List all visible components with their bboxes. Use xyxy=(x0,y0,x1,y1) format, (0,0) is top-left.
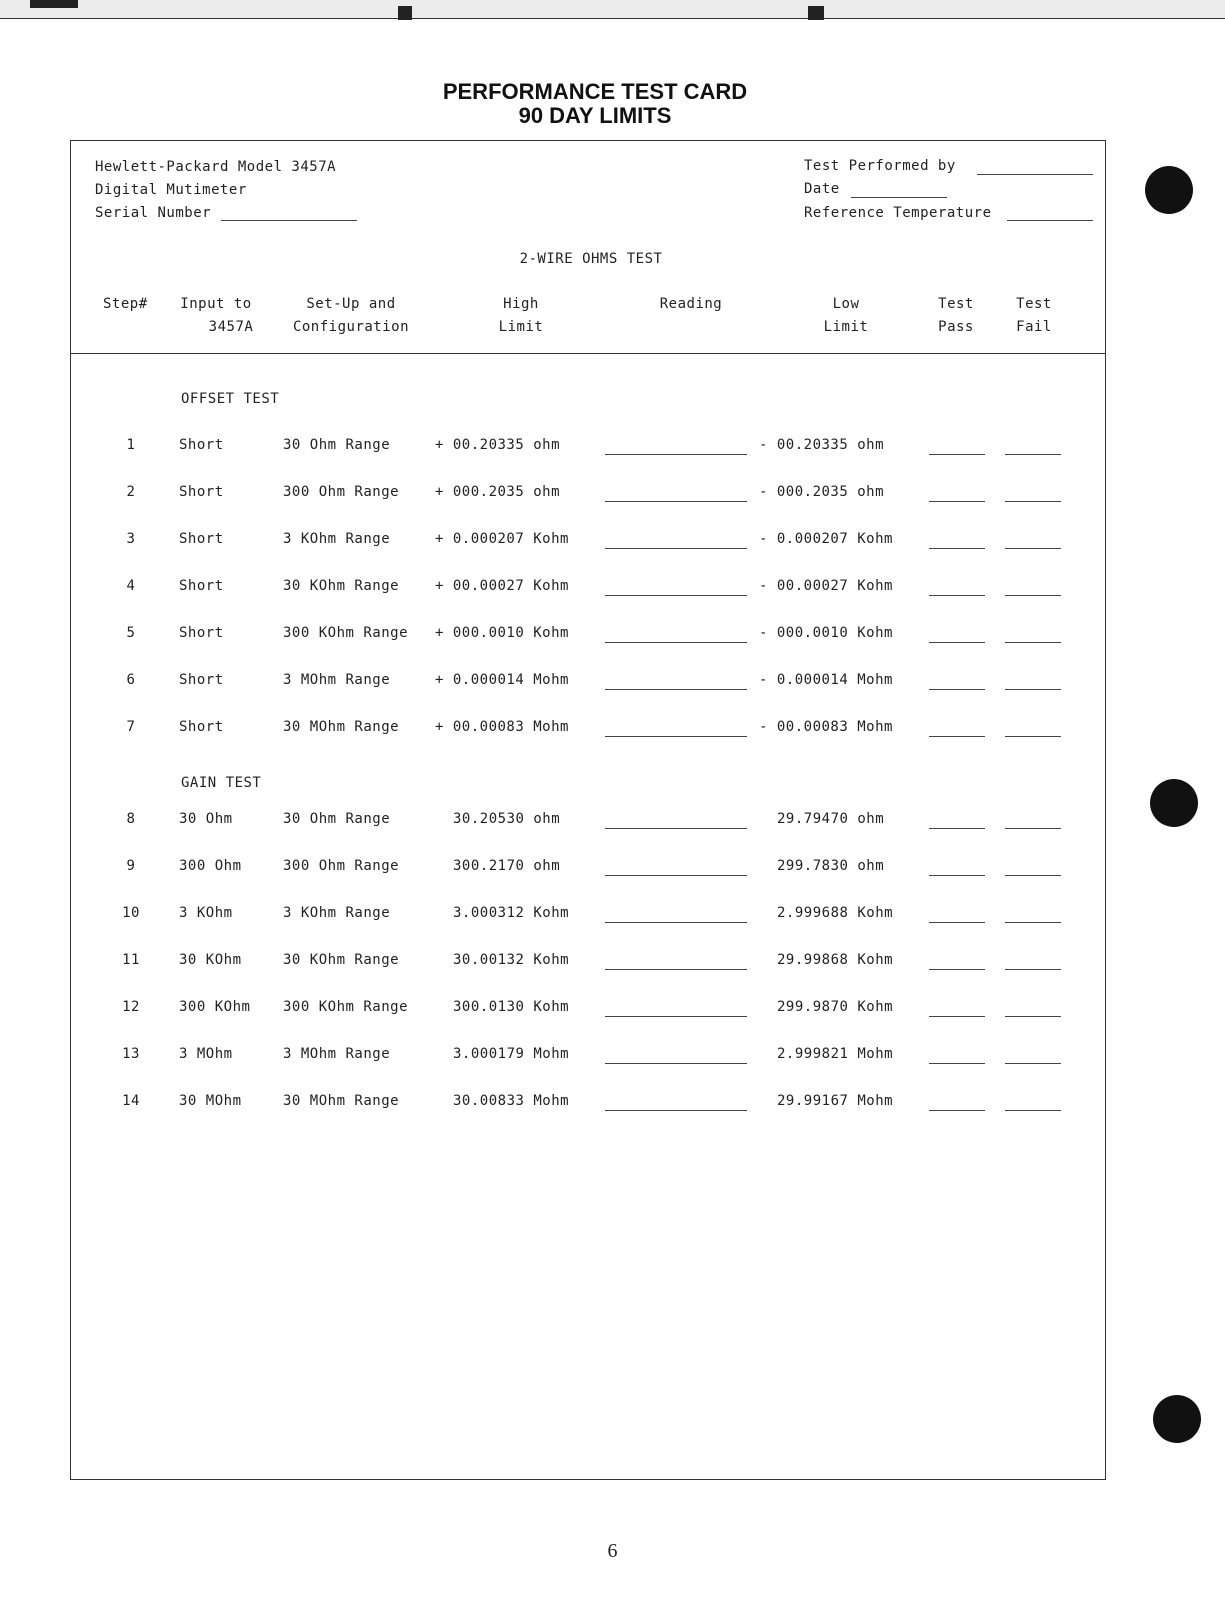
step-cell: 11 xyxy=(122,952,140,968)
high-limit-cell: + 0.000207 Kohm xyxy=(435,531,569,547)
table-row xyxy=(71,811,1107,831)
fail-field[interactable] xyxy=(1005,454,1061,455)
high-limit-cell: + 000.0010 Kohm xyxy=(435,625,569,641)
step-cell: 9 xyxy=(126,858,136,874)
input-cell: Short xyxy=(179,531,224,547)
input-cell: Short xyxy=(179,484,224,500)
step-cell: 5 xyxy=(126,625,136,641)
col-fail-header-2: Fail xyxy=(1016,319,1052,335)
high-limit-cell: 30.20530 ohm xyxy=(453,811,561,827)
low-limit-cell: - 0.000014 Mohm xyxy=(759,672,893,688)
setup-cell: 300 KOhm Range xyxy=(283,999,409,1015)
performed-by-label: Test Performed by xyxy=(804,158,956,174)
scan-mark xyxy=(30,0,78,8)
pass-field[interactable] xyxy=(929,548,985,549)
col-input-header-1: Input to xyxy=(180,296,252,312)
fail-field[interactable] xyxy=(1005,642,1061,643)
low-limit-cell: 29.79470 ohm xyxy=(777,811,885,827)
step-cell: 4 xyxy=(126,578,136,594)
fail-field[interactable] xyxy=(1005,1110,1061,1111)
table-row xyxy=(71,952,1107,972)
col-setup-header-2: Configuration xyxy=(292,319,410,335)
performed-by-field[interactable] xyxy=(977,174,1093,175)
high-limit-cell: + 0.000014 Mohm xyxy=(435,672,569,688)
fail-field[interactable] xyxy=(1005,501,1061,502)
fail-field[interactable] xyxy=(1005,828,1061,829)
input-cell: 300 KOhm xyxy=(179,999,251,1015)
reading-field[interactable] xyxy=(605,875,747,876)
high-limit-cell: 300.0130 Kohm xyxy=(453,999,570,1015)
setup-cell: 300 Ohm Range xyxy=(283,484,400,500)
serial-number-label: Serial Number xyxy=(95,205,212,221)
reading-field[interactable] xyxy=(605,642,747,643)
date-label: Date xyxy=(804,181,840,197)
binder-hole xyxy=(1145,166,1193,214)
setup-cell: 3 KOhm Range xyxy=(283,531,391,547)
high-limit-cell: 3.000312 Kohm xyxy=(453,905,570,921)
input-cell: 30 MOhm xyxy=(179,1093,242,1109)
scan-mark xyxy=(398,6,412,20)
binder-hole xyxy=(1153,1395,1201,1443)
col-pass-header-1: Test xyxy=(938,296,974,312)
input-cell: Short xyxy=(179,578,224,594)
high-limit-cell: + 00.00083 Mohm xyxy=(435,719,569,735)
pass-field[interactable] xyxy=(929,736,985,737)
offset-test-label: OFFSET TEST xyxy=(181,391,280,407)
low-limit-cell: 299.7830 ohm xyxy=(777,858,885,874)
high-limit-cell: 3.000179 Mohm xyxy=(453,1046,570,1062)
fail-field[interactable] xyxy=(1005,969,1061,970)
table-row xyxy=(71,1093,1107,1113)
instrument-label: Digital Mutimeter xyxy=(95,182,247,198)
step-cell: 8 xyxy=(126,811,136,827)
table-row xyxy=(71,905,1107,925)
page-number: 6 xyxy=(607,1540,618,1562)
low-limit-cell: - 00.00027 Kohm xyxy=(759,578,893,594)
pass-field[interactable] xyxy=(929,922,985,923)
page-title-line-1: PERFORMANCE TEST CARD xyxy=(442,79,748,104)
setup-cell: 300 KOhm Range xyxy=(283,625,409,641)
model-label: Hewlett-Packard Model 3457A xyxy=(95,159,337,175)
step-cell: 7 xyxy=(126,719,136,735)
gain-test-label: GAIN TEST xyxy=(181,775,262,791)
fail-field[interactable] xyxy=(1005,922,1061,923)
high-limit-cell: 300.2170 ohm xyxy=(453,858,561,874)
pass-field[interactable] xyxy=(929,969,985,970)
test-name: 2-WIRE OHMS TEST xyxy=(519,251,663,267)
low-limit-cell: - 00.20335 ohm xyxy=(759,437,885,453)
col-high-header-1: High xyxy=(503,296,539,312)
table-row xyxy=(71,672,1107,692)
input-cell: 30 KOhm xyxy=(179,952,242,968)
high-limit-cell: + 00.20335 ohm xyxy=(435,437,561,453)
reference-temperature-label: Reference Temperature xyxy=(804,205,992,221)
input-cell: 300 Ohm xyxy=(179,858,242,874)
reading-field[interactable] xyxy=(605,689,747,690)
fail-field[interactable] xyxy=(1005,595,1061,596)
high-limit-cell: + 00.00027 Kohm xyxy=(435,578,569,594)
reading-field[interactable] xyxy=(605,595,747,596)
input-cell: Short xyxy=(179,437,224,453)
binder-hole xyxy=(1150,779,1198,827)
pass-field[interactable] xyxy=(929,595,985,596)
setup-cell: 3 MOhm Range xyxy=(283,672,391,688)
pass-field[interactable] xyxy=(929,828,985,829)
step-cell: 3 xyxy=(126,531,136,547)
fail-field[interactable] xyxy=(1005,1016,1061,1017)
fail-field[interactable] xyxy=(1005,736,1061,737)
col-step-header: Step# xyxy=(103,296,148,312)
input-cell: Short xyxy=(179,625,224,641)
table-row xyxy=(71,578,1107,598)
pass-field[interactable] xyxy=(929,689,985,690)
input-cell: 3 MOhm xyxy=(179,1046,233,1062)
input-cell: Short xyxy=(179,719,224,735)
fail-field[interactable] xyxy=(1005,1063,1061,1064)
reference-temperature-field[interactable] xyxy=(1007,220,1093,221)
table-row xyxy=(71,437,1107,457)
step-cell: 13 xyxy=(122,1046,140,1062)
col-input-header-2: 3457A xyxy=(208,319,254,335)
setup-cell: 30 Ohm Range xyxy=(283,437,391,453)
col-pass-header-2: Pass xyxy=(938,319,974,335)
reading-field[interactable] xyxy=(605,1016,747,1017)
low-limit-cell: 2.999821 Mohm xyxy=(777,1046,894,1062)
setup-cell: 30 Ohm Range xyxy=(283,811,391,827)
high-limit-cell: + 000.2035 ohm xyxy=(435,484,561,500)
low-limit-cell: 2.999688 Kohm xyxy=(777,905,894,921)
col-low-header-1: Low xyxy=(832,296,860,312)
col-high-header-2: Limit xyxy=(498,319,544,335)
pass-field[interactable] xyxy=(929,501,985,502)
low-limit-cell: 29.99167 Mohm xyxy=(777,1093,894,1109)
setup-cell: 3 KOhm Range xyxy=(283,905,391,921)
low-limit-cell: - 00.00083 Mohm xyxy=(759,719,893,735)
low-limit-cell: 29.99868 Kohm xyxy=(777,952,894,968)
col-fail-header-1: Test xyxy=(1016,296,1052,312)
reading-field[interactable] xyxy=(605,828,747,829)
pass-field[interactable] xyxy=(929,1016,985,1017)
table-row xyxy=(71,719,1107,739)
high-limit-cell: 30.00132 Kohm xyxy=(453,952,570,968)
page-title xyxy=(380,80,810,128)
low-limit-cell: - 000.2035 ohm xyxy=(759,484,885,500)
pass-field[interactable] xyxy=(929,454,985,455)
reading-field[interactable] xyxy=(605,454,747,455)
pass-field[interactable] xyxy=(929,875,985,876)
table-row xyxy=(71,484,1107,504)
reading-field[interactable] xyxy=(605,736,747,737)
reading-field[interactable] xyxy=(605,1063,747,1064)
fail-field[interactable] xyxy=(1005,548,1061,549)
setup-cell: 300 Ohm Range xyxy=(283,858,400,874)
scan-top-edge xyxy=(0,0,1225,19)
low-limit-cell: 299.9870 Kohm xyxy=(777,999,894,1015)
fail-field[interactable] xyxy=(1005,875,1061,876)
setup-cell: 3 MOhm Range xyxy=(283,1046,391,1062)
reading-field[interactable] xyxy=(605,969,747,970)
step-cell: 2 xyxy=(126,484,136,500)
date-field[interactable] xyxy=(851,197,947,198)
page-title-line-2: 90 DAY LIMITS xyxy=(518,103,672,128)
low-limit-cell: - 000.0010 Kohm xyxy=(759,625,893,641)
input-cell: 30 Ohm xyxy=(179,811,233,827)
low-limit-cell: - 0.000207 Kohm xyxy=(759,531,893,547)
step-cell: 10 xyxy=(122,905,140,921)
setup-cell: 30 MOhm Range xyxy=(283,1093,400,1109)
setup-cell: 30 KOhm Range xyxy=(283,952,400,968)
fail-field[interactable] xyxy=(1005,689,1061,690)
input-cell: 3 KOhm xyxy=(179,905,233,921)
col-setup-header-1: Set-Up and xyxy=(306,296,396,312)
col-reading-header: Reading xyxy=(659,296,723,312)
input-cell: Short xyxy=(179,672,224,688)
pass-field[interactable] xyxy=(929,642,985,643)
col-low-header-2: Limit xyxy=(823,319,869,335)
pass-field[interactable] xyxy=(929,1063,985,1064)
high-limit-cell: 30.00833 Mohm xyxy=(453,1093,570,1109)
reading-field[interactable] xyxy=(605,922,747,923)
table-row xyxy=(71,625,1107,645)
serial-number-field[interactable] xyxy=(221,220,357,221)
reading-field[interactable] xyxy=(605,1110,747,1111)
table-row xyxy=(71,1046,1107,1066)
step-cell: 14 xyxy=(122,1093,140,1109)
scan-mark xyxy=(808,6,824,20)
header-divider xyxy=(71,353,1105,354)
setup-cell: 30 KOhm Range xyxy=(283,578,400,594)
table-row xyxy=(71,858,1107,878)
reading-field[interactable] xyxy=(605,548,747,549)
test-card xyxy=(70,140,1106,1480)
step-cell: 12 xyxy=(122,999,140,1015)
step-cell: 6 xyxy=(126,672,136,688)
step-cell: 1 xyxy=(126,437,136,453)
table-row xyxy=(71,531,1107,551)
table-row xyxy=(71,999,1107,1019)
pass-field[interactable] xyxy=(929,1110,985,1111)
reading-field[interactable] xyxy=(605,501,747,502)
setup-cell: 30 MOhm Range xyxy=(283,719,400,735)
